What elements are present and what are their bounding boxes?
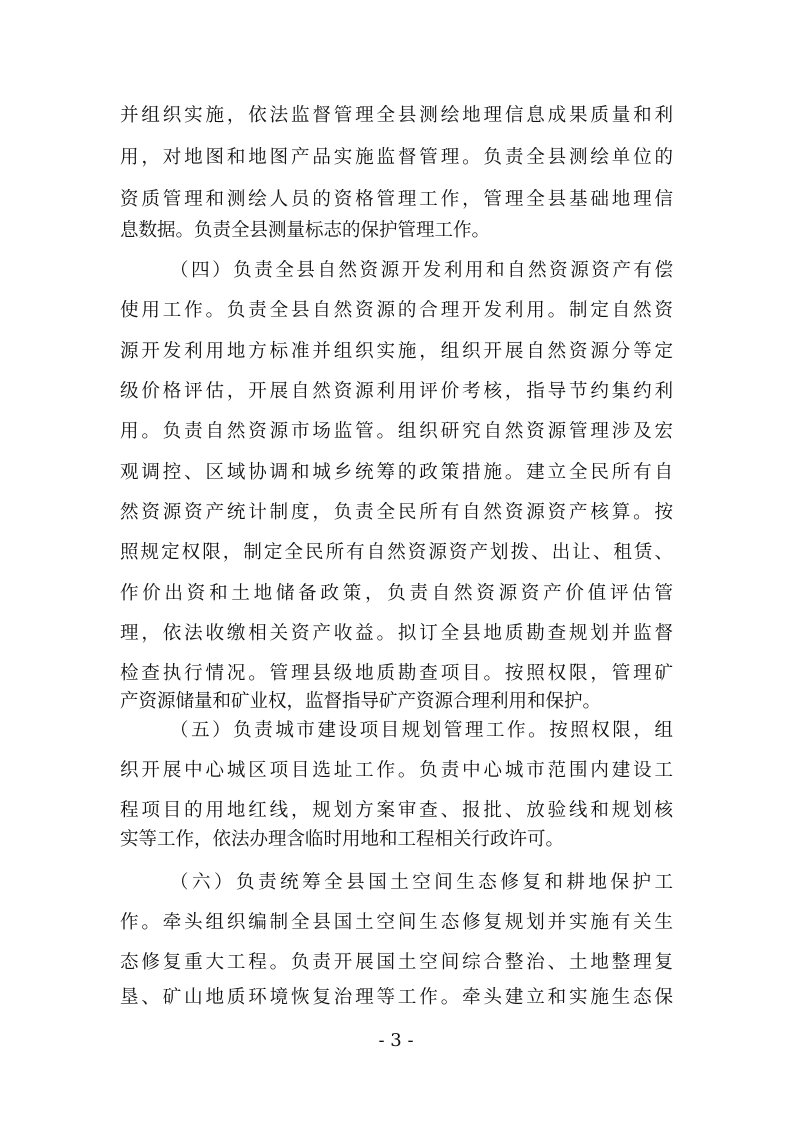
text-line: 态修复重大工程。负责开展国土空间综合整治、土地整理复 [120,952,673,973]
text-line: 并组织实施，依法监督管理全县测绘地理信息成果质量和利 [120,105,673,126]
page-number: - 3 - [378,1030,414,1051]
text-line: 作价出资和土地储备政策，负责自然资源资产价值评估管 [120,583,673,604]
paragraph-start-line: （四）负责全县自然资源开发利用和自然资源资产有偿 [170,260,673,281]
text-line: 级价格评估，开展自然资源利用评价考核，指导节约集约利 [120,381,673,402]
paragraph-start-line: （六）负责统筹全县国土空间生态修复和耕地保护工 [170,872,673,893]
text-line: 然资源资产统计制度，负责全民所有自然资源资产核算。按 [120,502,673,523]
text-line: 资质管理和测绘人员的资格管理工作，管理全县基础地理信 [120,189,673,210]
text-line: 产资源储量和矿业权，监督指导矿产资源合理利用和保护。 [120,691,602,712]
text-line: 使用工作。负责全县自然资源的合理开发利用。制定自然资 [120,300,673,321]
text-line: 观调控、区域协调和城乡统筹的政策措施。建立全民所有自 [120,462,673,483]
paragraph-start-line: （五）负责城市建设项目规划管理工作。按照权限，组 [170,720,673,741]
text-line: 息数据。负责全县测量标志的保护管理工作。 [120,220,491,241]
text-line: 用，对地图和地图产品实施监督管理。负责全县测绘单位的 [120,147,673,168]
text-line: 实等工作，依法办理含临时用地和工程相关行政许可。 [120,829,565,850]
text-line: 用。负责自然资源市场监管。组织研究自然资源管理涉及宏 [120,421,673,442]
text-line: 程项目的用地红线，规划方案审查、报批、放验线和规划核 [120,800,673,821]
text-line: 照规定权限，制定全民所有自然资源资产划拨、出让、租赁、 [120,542,673,563]
text-line: 检查执行情况。管理县级地质勘查项目。按照权限，管理矿 [120,663,673,684]
text-line: 作。牵头组织编制全县国土空间生态修复规划并实施有关生 [120,912,673,933]
text-line: 源开发利用地方标准并组织实施，组织开展自然资源分等定 [120,341,673,362]
text-line: 垦、矿山地质环境恢复治理等工作。牵头建立和实施生态保 [120,987,673,1008]
text-line: 织开展中心城区项目选址工作。负责中心城市范围内建设工 [120,760,673,781]
text-line: 理，依法收缴相关资产收益。拟订全县地质勘查规划并监督 [120,623,673,644]
